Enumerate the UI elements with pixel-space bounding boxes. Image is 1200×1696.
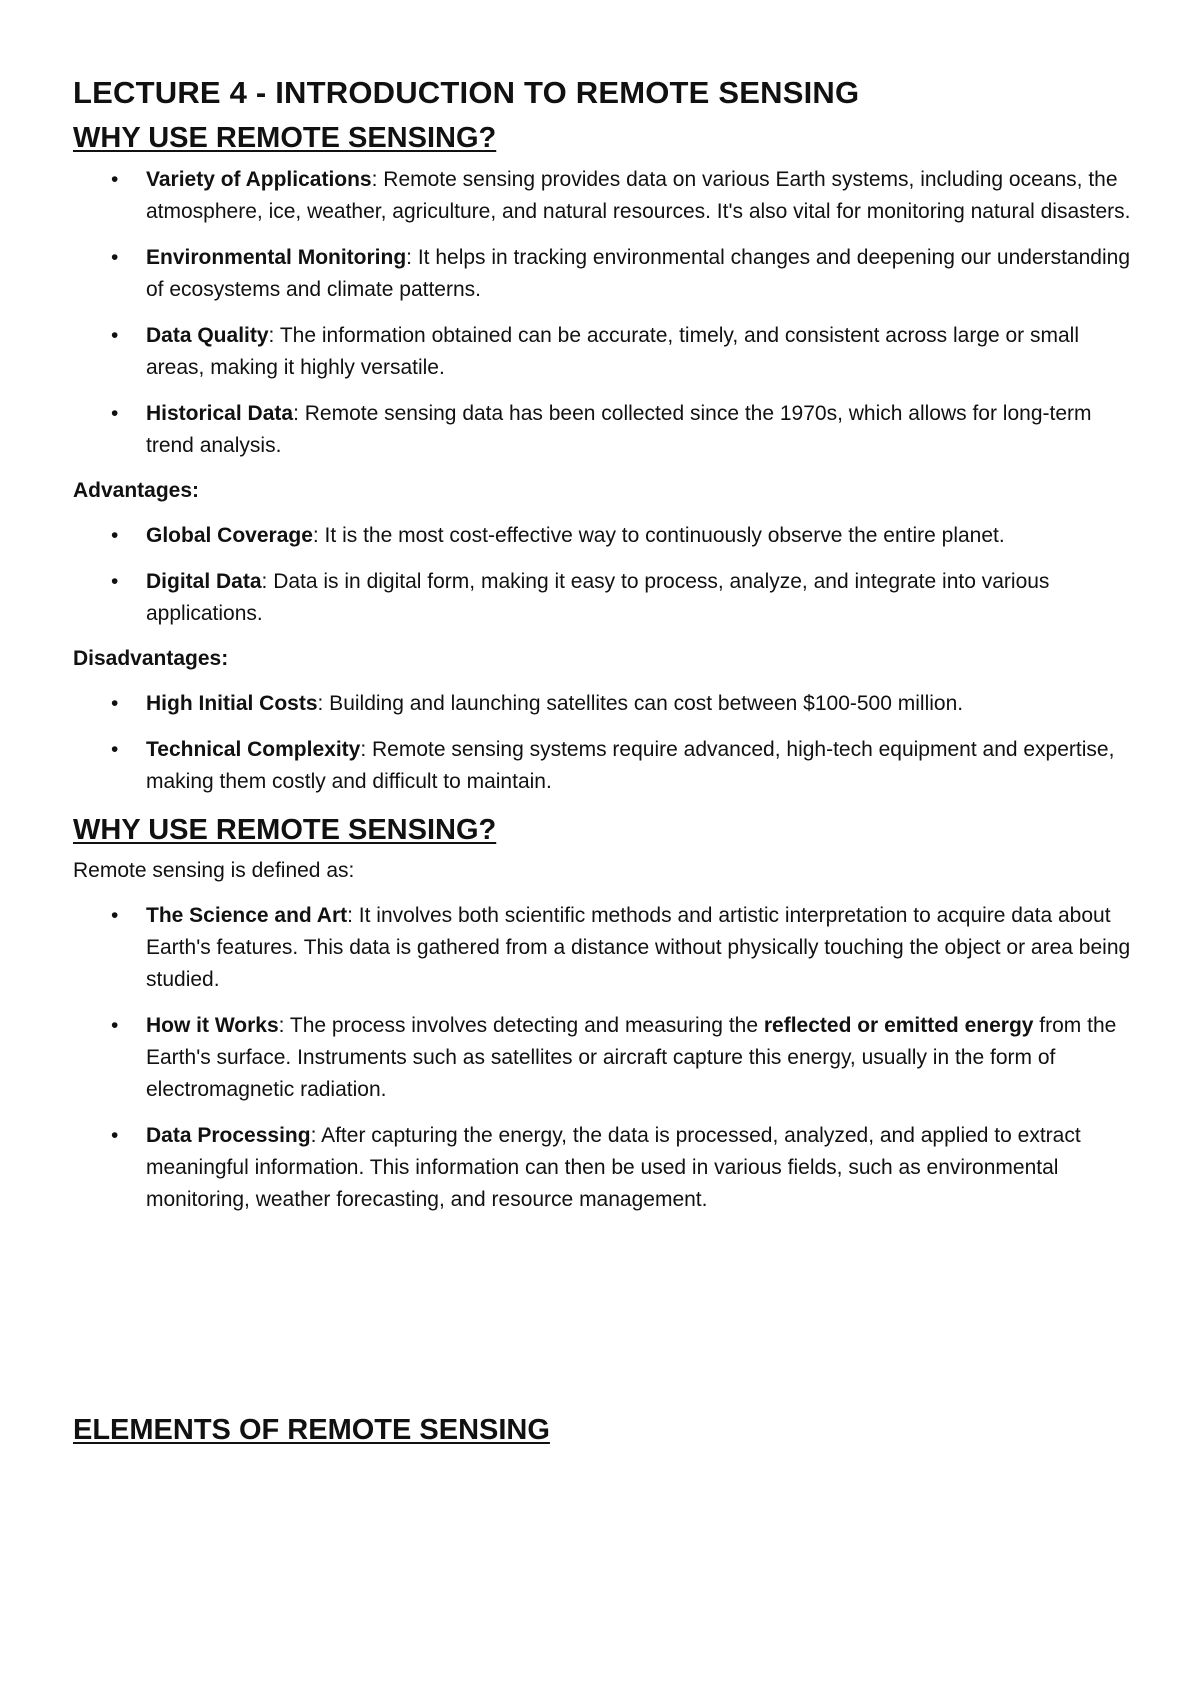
bullet-icon: • [111,738,119,761]
document-page [73,74,1133,1448]
list-item: • Variety of Applications: Remote sensing provides data on various Earth systems, including oceans, the atmosphere, ice, weather, agriculture, and natural resources. It's also vital for monitoring natural disasters. [73,164,1133,228]
list-item: • Global Coverage: It is the most cost-effective way to continuously observe the entire planet. [73,520,1133,552]
bullet-icon: • [111,324,119,347]
bullet-icon: • [111,1014,119,1037]
bullet-icon: • [111,168,119,191]
section-heading-why-use-1: WHY USE REMOTE SENSING? [73,122,497,154]
list-item: • Historical Data: Remote sensing data has been collected since the 1970s, which allows for long-term trend analysis. [73,398,1133,462]
bullet-icon: • [111,246,119,269]
advantages-list [73,520,1133,630]
list-item: • Data Quality: The information obtained can be accurate, timely, and consistent across large or small areas, making it highly versatile. [73,320,1133,384]
definition-list [73,900,1133,1216]
list-item: • Technical Complexity: Remote sensing systems require advanced, high-tech equipment and expertise, making them costly and difficult to maintain. [73,734,1133,798]
list-item: • Digital Data: Data is in digital form, making it easy to process, analyze, and integrate into various applications. [73,566,1133,630]
list-item: • Data Processing: After capturing the energy, the data is processed, analyzed, and applied to extract meaningful information. This information can then be used in various fields, such as environmental monitoring, weather forecasting, and resource management. [73,1120,1133,1216]
list-item: • The Science and Art: It involves both scientific methods and artistic interpretation to acquire data about Earth's features. This data is gathered from a distance without physically touching the object or area being studied. [73,900,1133,996]
list-item: • How it Works: The process involves detecting and measuring the reflected or emitted energy from the Earth's surface. Instruments such as satellites or aircraft capture this energy, usually in the form of electromagnetic radiation. [73,1010,1133,1106]
bullet-icon: • [111,570,119,593]
disadvantages-list [73,688,1133,798]
advantages-label: Advantages: [73,479,200,502]
applications-list [73,164,1133,462]
section-heading-elements: ELEMENTS OF REMOTE SENSING [73,1414,550,1446]
section-heading-why-use-2: WHY USE REMOTE SENSING? [73,814,497,846]
page-title: LECTURE 4 - INTRODUCTION TO REMOTE SENSING [73,75,860,110]
bullet-icon: • [111,904,119,927]
list-item: • Environmental Monitoring: It helps in tracking environmental changes and deepening our understanding of ecosystems and climate patterns. [73,242,1133,306]
bullet-icon: • [111,402,119,425]
bullet-icon: • [111,524,119,547]
list-item: • High Initial Costs: Building and launching satellites can cost between $100-500 million. [73,688,1133,720]
bullet-icon: • [111,692,119,715]
disadvantages-label: Disadvantages: [73,647,229,670]
bullet-icon: • [111,1124,119,1147]
definition-intro: Remote sensing is defined as: [73,859,355,882]
